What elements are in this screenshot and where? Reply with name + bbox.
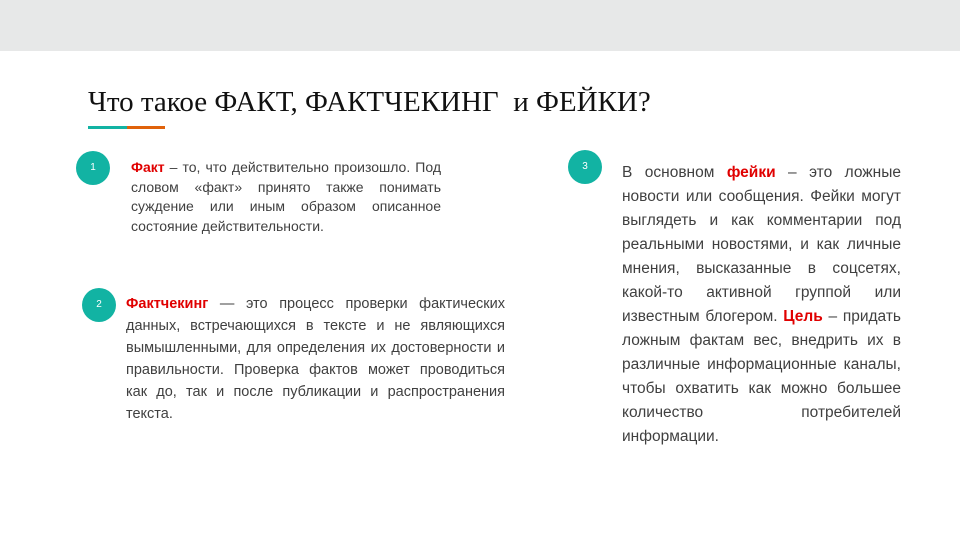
fakes-text: – это ложные новости или сообщения. Фейки могут выглядеть и как комментарии под реальными новостями, и как личные мнения, высказанные в соцсетях, какой-то активной группой или известным блогером.: [622, 164, 901, 325]
goal-term: Цель: [783, 308, 823, 325]
fakes-definition: [622, 161, 901, 449]
fakes-term: фейки: [726, 164, 776, 181]
fact-definition: [131, 158, 441, 236]
fact-term: Факт: [131, 159, 165, 175]
factchecking-text: — это процесс проверки фактических данных, встречающихся в тексте и не являющихся вымышленными, для определения их достоверности и правильности. Проверка фактов может проводиться как до, так и после публикации и распространения текста.: [126, 296, 505, 422]
number-badge-2: 2: [82, 288, 116, 322]
goal-text: – придать ложным фактам вес, внедрить их в различные информационные каналы, чтобы охватить как можно большее количество потребителей информации.: [622, 308, 901, 445]
factchecking-definition: [126, 293, 505, 425]
fact-text: – то, что действительно произошло. Под словом «факт» принято также понимать суждение или иным образом описанное состояние действительности.: [131, 159, 441, 234]
slide-title: Что такое ФАКТ, ФАКТЧЕКИНГ и ФЕЙКИ?: [88, 86, 651, 118]
number-badge-3: 3: [568, 150, 602, 184]
fakes-prefix: В основном: [622, 164, 727, 181]
top-band: [0, 0, 960, 51]
title-accent-orange: [127, 126, 165, 129]
number-badge-1: 1: [76, 151, 110, 185]
factchecking-term: Фактчекинг: [126, 296, 209, 312]
title-accent-teal: [88, 126, 127, 129]
